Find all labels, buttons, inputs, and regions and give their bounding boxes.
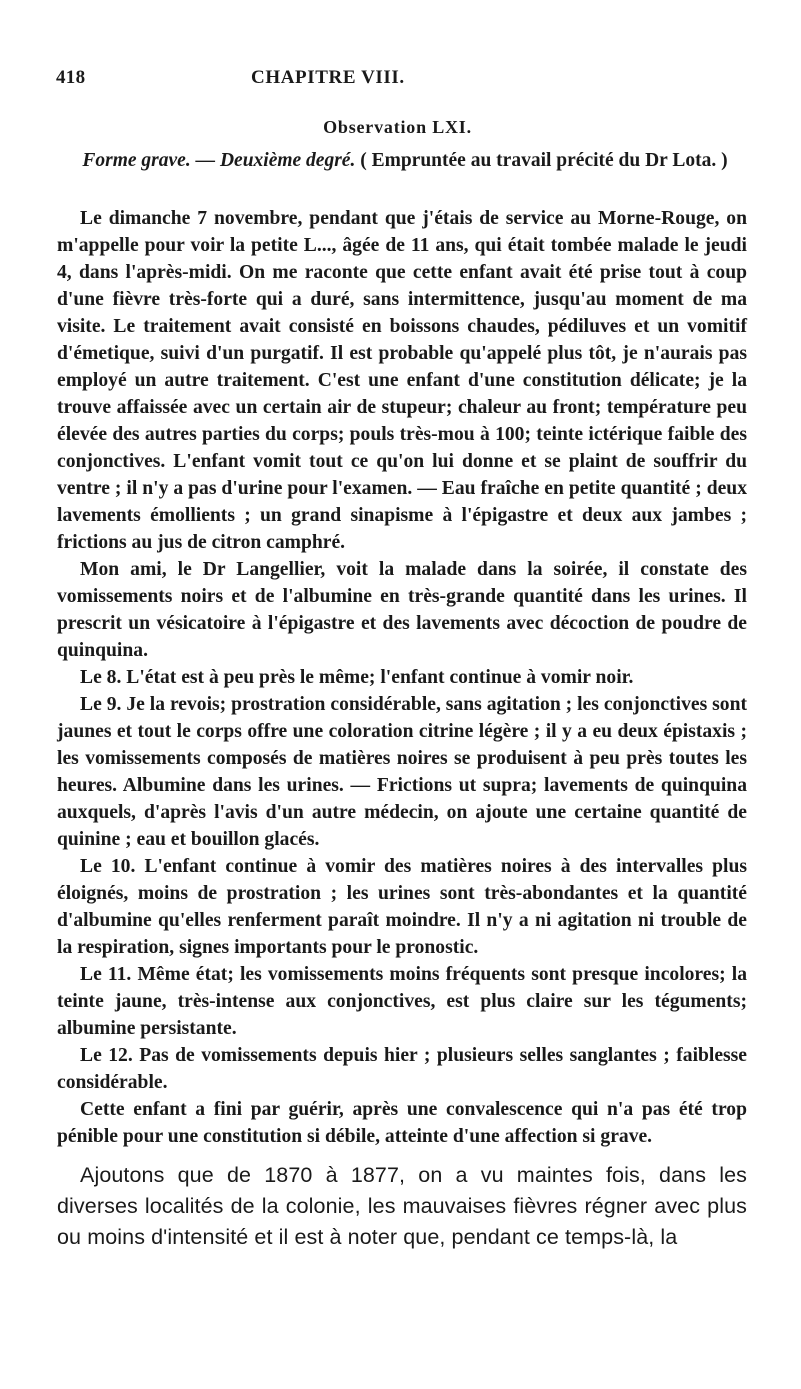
closing-paragraph: Ajoutons que de 1870 à 1877, on a vu maintes fois, dans les diverses localités de la colonie, les mauvaises fièvres régner avec plus ou moins d'intensité et il est à noter que, pendant ce temps-là, la [57,1163,747,1249]
running-head [56,67,756,91]
observation-subtitle-italic: Forme grave. — Deuxième degré. [82,150,356,171]
page-number: 418 [56,67,86,88]
paragraph: Mon ami, le Dr Langellier, voit la malade dans la soirée, il constate des vomissements noirs et de l'albumine en très-grande quantité dans les urines. Il prescrit un vésicatoire à l'épigastre et des lavements avec décoction de poudre de quinquina. [57,559,747,661]
paragraph-gap [57,1150,747,1160]
paragraph: Le 9. Je la revois; prostration considérable, sans agitation ; les conjonctives sont jaunes et tout le corps offre une coloration citrine légère ; il y a eu deux épistaxis ; les vomissements composés de matières noires se produisent à peu près toutes les heures. Albumine dans les urines. — Frictions ut supra; lavements de quinquina auxquels, d'après l'avis d'un autre médecin, on ajoute une certaine quantité de quinine ; eau et bouillon glacés. [57,694,747,850]
paragraph: Le dimanche 7 novembre, pendant que j'étais de service au Morne-Rouge, on m'appelle pour voir la petite L..., âgée de 11 ans, qui était tombée malade le jeudi 4, dans l'après-midi. On me raconte que cette enfant avait été prise tout à coup d'une fièvre très-forte qui a duré, sans intermittence, jusqu'au moment de ma visite. Le traitement avait consisté en boissons chaudes, pédiluves et un vomitif d'émetique, suivi d'un purgatif. Il est probable qu'appelé plus tôt, je n'aurais pas employé un autre traitement. C'est une enfant d'une constitution délicate; je la trouve affaissée avec un certain air de stupeur; chaleur au front; température peu élevée des autres parties du corps; pouls très-mou à 100; teinte ictérique faible des conjonctives. L'enfant vomit tout ce qu'on lui donne et se plaint de souffrir du ventre ; il n'y a pas d'urine pour l'examen. — Eau fraîche en petite quantité ; deux lavements émollients ; un grand sinapisme à l'épigastre et deux aux jambes ; frictions au jus de citron camphré. [57,208,747,553]
observation-subtitle-source: ( Empruntée au travail précité du Dr Lota. ) [355,150,728,171]
chapter-title: CHAPITRE VIII. [251,67,405,88]
paragraph: Le 11. Même état; les vomissements moins fréquents sont presque incolores; la teinte jaune, très-intense aux conjonctives, est plus claire sur les téguments; albumine persistante. [57,964,747,1039]
observation-subtitle [70,147,740,174]
body-text [57,205,747,1253]
observation-title: Observation LXI. [323,117,472,137]
paragraph: Le 12. Pas de vomissements depuis hier ; plusieurs selles sanglantes ; faiblesse considérable. [57,1045,747,1093]
paragraph: Le 10. L'enfant continue à vomir des matières noires à des intervalles plus éloignés, moins de prostration ; les urines sont très-abondantes et la quantité d'albumine qu'elles renferment paraît moindre. Il n'y a ni agitation ni trouble de la respiration, signes importants pour le pronostic. [57,856,747,958]
paragraph: Cette enfant a fini par guérir, après une convalescence qui n'a pas été trop pénible pour une constitution si débile, atteinte d'une affection si grave. [57,1099,747,1147]
paragraph: Le 8. L'état est à peu près le même; l'enfant continue à vomir noir. [80,667,634,688]
